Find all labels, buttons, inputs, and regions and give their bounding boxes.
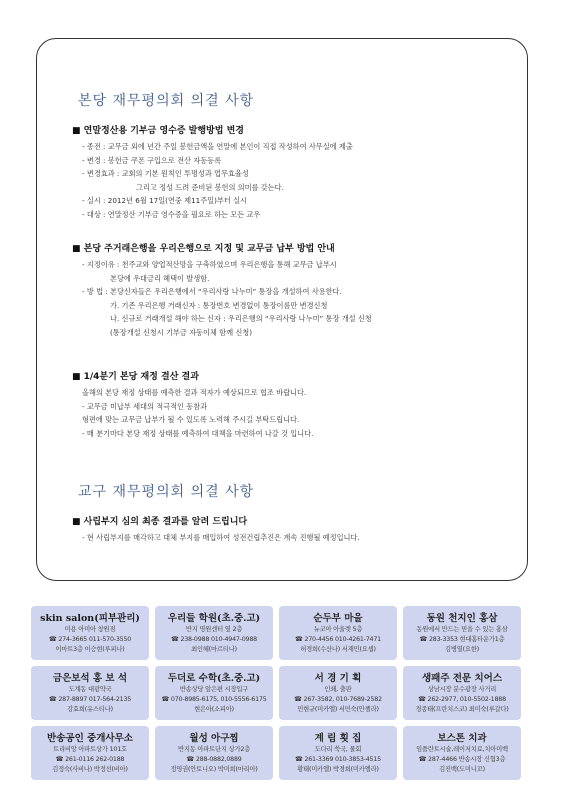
ad-line: 트리비앙 아파트상가 101호 bbox=[53, 745, 127, 753]
notice-line: 나. 신규로 거래개설 해야 하는 신자 : 우리은행의 “우리사랑 나누미” 통장 개설 신청 bbox=[110, 314, 372, 323]
ad-line: 김병열(요한) bbox=[445, 645, 479, 653]
ad-line: ☎ 238-0988 010-4947-0988 bbox=[171, 635, 257, 643]
ad-line: 정영권(안토니오) 박미희(마리아) bbox=[170, 765, 258, 773]
ad-line: 민현규(미카엘) 서민숙(안젤라) bbox=[297, 705, 379, 713]
notice-item-receipt bbox=[72, 123, 512, 221]
notice-line: 형편에 맞는 교무금 납부가 될 수 있도록 노력해 주시길 부탁드립니다. bbox=[82, 415, 300, 424]
notice-line: 본당에 우대금리 혜택이 발생함. bbox=[110, 273, 210, 283]
ad-line: 현은아(소피아) bbox=[194, 705, 234, 713]
diocese-council-title: 교구 재무평의회 의결 사항 bbox=[78, 484, 255, 500]
ad-line: 뉴코아 아울렛 5층 bbox=[313, 625, 363, 633]
ad-name: 보스톤 치과 bbox=[437, 732, 487, 744]
ad-line: ☎ 274-3665 011-570-3550 bbox=[48, 635, 132, 643]
bank-heading: ■ 본당 주거래은행을 우리은행으로 지정 및 교무금 납부 방법 안내 bbox=[72, 244, 335, 254]
ad-name: 월성 아구찜 bbox=[189, 732, 239, 744]
notice-line: (통장개설 신청시 기부금 자동이체 함께 신청) bbox=[110, 327, 253, 337]
ad-name: 우리들 학원(초.중.고) bbox=[167, 612, 261, 624]
ad-line: 동원에서 만드는 믿을 수 있는 홍삼 bbox=[416, 625, 508, 633]
notice-item-bank bbox=[72, 241, 512, 339]
ad-grid bbox=[31, 606, 521, 780]
ad-name: 두더로 수학(초.중.고) bbox=[167, 672, 261, 684]
ad-card bbox=[403, 726, 521, 780]
finance-heading: ■ 1/4분기 본당 재정 결산 결과 bbox=[72, 372, 199, 382]
ad-line: 황태(미카엘) 박경희(미카엘라) bbox=[297, 765, 379, 773]
ad-card bbox=[155, 666, 273, 720]
ad-line: 임플란트시술,레이저치료,치아미백 bbox=[416, 745, 508, 753]
ad-line: 반지동 아파트단지 상가2층 bbox=[177, 745, 251, 753]
notice-line: - 매 분기마다 본당 재정 상태를 예측하여 대책을 마련하여 나갈 것 입니다. bbox=[82, 428, 314, 438]
ad-name: 계 림 횟 집 bbox=[314, 732, 362, 744]
notice-line: 올해의 본당 재정 상태를 예측한 결과 적자가 예상되므로 협조 바랍니다. bbox=[82, 388, 307, 397]
ad-line: ☎ 270-4456 010-4261-7471 bbox=[295, 635, 381, 643]
parish-council-title: 본당 재무평의회 의결 사항 bbox=[78, 93, 255, 109]
ad-name: 서 경 기 획 bbox=[314, 672, 362, 684]
ad-name: 금은보석 홍 보 석 bbox=[52, 672, 128, 684]
ad-line: 허경희(수산나) 서재민(요셉) bbox=[300, 645, 376, 653]
ad-line: ☎ 261-3369 010-3853-4515 bbox=[295, 755, 381, 763]
land-heading: ■ 사립부지 심의 최종 결과를 알려 드립니다 bbox=[72, 517, 248, 527]
ad-card bbox=[279, 666, 397, 720]
notice-line: 그리고 정성 드려 준비된 봉헌의 의미를 갖는다. bbox=[136, 182, 284, 192]
ad-name: skin salon(피부관리) bbox=[40, 612, 140, 624]
ad-name: 반송공인 중개사무소 bbox=[47, 732, 133, 744]
ad-card bbox=[279, 606, 397, 660]
ad-line: 최인혜(마르티나) bbox=[191, 645, 237, 653]
notice-line: 가. 기존 우리은행 거래신자 : 통장번호 변경없이 통장이름만 변경신청 bbox=[110, 300, 328, 310]
ad-line: ☎ 288-0882,0889 bbox=[186, 755, 242, 763]
ad-line: ☎ 287-8897 017-564-2135 bbox=[48, 695, 132, 703]
ad-line: 이마트3층 이승현(루피나) bbox=[55, 645, 125, 653]
ad-card bbox=[279, 726, 397, 780]
ad-card bbox=[31, 666, 149, 720]
ad-line: ☎ 261-0116 262-0188 bbox=[55, 755, 125, 763]
ad-line: 김정숙(사비나) 박정선(비아) bbox=[52, 765, 128, 773]
ad-line: ☎ 267-3582, 010-7689-2582 bbox=[294, 695, 382, 703]
ad-card bbox=[31, 606, 149, 660]
receipt-heading: ■ 연말정산용 기부금 영수증 발행방법 변경 bbox=[72, 126, 244, 136]
ad-line: 강효희(유스티나) bbox=[67, 705, 113, 713]
notice-line: - 종전 : 교무금 외에 년간 주일 봉헌금액을 연말에 본인이 직접 작성하여 사무실에 제출 bbox=[82, 142, 353, 151]
ad-line: 미용 아미아 창원점 bbox=[64, 625, 116, 633]
ad-line: ☎ 262-2977, 010-5502-1888 bbox=[418, 695, 506, 703]
notice-line: - 교무금 미납부 세대의 적극적인 동참과 bbox=[82, 401, 208, 411]
ad-line: 도계동 대광약국 bbox=[68, 685, 112, 693]
ad-card bbox=[403, 606, 521, 660]
ad-line: 반지 명원센터 옆 2층 bbox=[185, 625, 243, 633]
notice-line: - 변경효과 : 교회의 기본 원칙인 투명성과 업무효율성 bbox=[82, 169, 249, 178]
notice-line: - 현 사립부지를 매각하고 대체 부지를 매입하여 성전건립추진은 계속 진행될 예정입니다. bbox=[82, 533, 360, 542]
ad-line: ☎ 287-4466 반송시장 신협3층 bbox=[418, 755, 506, 763]
notice-line: - 지정이유 : 천주교와 양업적산망을 구축하였으며 우리은행을 통해 교무금 납부시 bbox=[82, 260, 337, 269]
ad-card bbox=[31, 726, 149, 780]
ad-line: 김진백(도미니꼬) bbox=[439, 765, 485, 773]
ad-line: 경종태(프란치스코) 최미숙(루갈다) bbox=[415, 705, 509, 713]
ad-line: 인쇄, 출판 bbox=[324, 685, 352, 693]
ad-line: 반송상당 앞은편 시장입구 bbox=[179, 685, 249, 693]
ad-name: 생패주 전문 치어스 bbox=[421, 672, 503, 684]
ad-line: 도다리 쑥국, 물회 bbox=[314, 745, 362, 753]
notice-line: - 방 법 : 본당신자들은 우리은행에서 “우리사랑 나누미” 통장을 개설하여 사용한다. bbox=[82, 287, 342, 296]
notice-line: - 변경 : 봉헌금 쿠폰 구입으로 전산 자동등록 bbox=[82, 155, 222, 165]
ad-name: 순두부 마을 bbox=[313, 612, 363, 624]
ad-card bbox=[403, 666, 521, 720]
ad-name: 동원 천지인 홍삼 bbox=[426, 612, 498, 624]
notice-line: - 대상 : 연말정산 기부금 영수증을 필요로 하는 모든 교우 bbox=[82, 209, 261, 219]
ad-line: ☎ 070-8985-6175, 010-5556-6175 bbox=[161, 695, 267, 703]
notice-line: - 실시 : 2012년 6월 17일(연중 제11주일)부터 실시 bbox=[82, 196, 247, 205]
notice-item-land bbox=[72, 514, 512, 545]
ad-card bbox=[155, 606, 273, 660]
ad-line: 상남시장 분수광장 사거리 bbox=[427, 685, 497, 693]
notice-item-finance bbox=[72, 369, 512, 440]
ad-line: ☎ 283-3353 현대홈타운가1층 bbox=[419, 635, 505, 643]
ad-card bbox=[155, 726, 273, 780]
